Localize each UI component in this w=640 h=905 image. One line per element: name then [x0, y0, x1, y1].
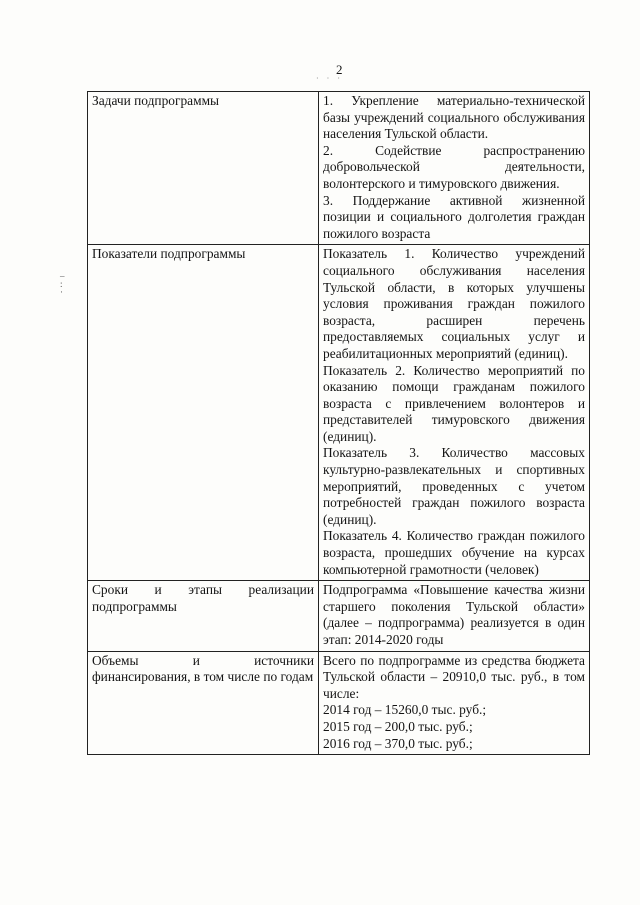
margin-scan-mark: – : · [60, 271, 65, 297]
task-3: 3. Поддержание активной жизненной позиции и социального долголетия граждан пожилого возраста [323, 192, 585, 241]
table-row-indicators [88, 245, 590, 581]
row-value [319, 581, 590, 651]
task-1: 1. Укрепление материально-технической базы учреждений социального обслуживания населения Тульской области. [323, 93, 585, 142]
row-value [319, 245, 590, 581]
row-label: Показатели подпрограммы [88, 245, 319, 581]
scan-specks: · · · [316, 74, 343, 83]
row-value [319, 92, 590, 245]
funding-total: Всего по подпрограмме из средства бюджета Тульской области – 20910,0 тыс. руб., в том числе: [323, 652, 585, 701]
table-row-terms [88, 581, 590, 651]
table-row-tasks [88, 92, 590, 245]
table-row-funding [88, 651, 590, 755]
row-label: Сроки и этапы реализации подпрограммы [88, 581, 319, 651]
task-2: 2. Содействие распространению добровольческой деятельности, волонтерского и тимуровского движения. [323, 142, 585, 191]
indicator-1: Показатель 1. Количество учреждений социального обслуживания населения Тульской области, в которых улучшены условия проживания граждан пожилого возраста, расширен перечень предоставляемых социальных услуг и реабилитационных мероприятий (единиц). [323, 246, 585, 361]
terms-text: Подпрограмма «Повышение качества жизни старшего поколения Тульской области» (далее – подпрограмма) реализуется в один этап: 2014-2020 годы [323, 582, 585, 647]
page-number: 2 [336, 62, 343, 77]
indicator-4: Показатель 4. Количество граждан пожилого возраста, прошедших обучение на курсах компьютерной грамотности (человек) [323, 528, 585, 577]
indicator-2: Показатель 2. Количество мероприятий по оказанию помощи гражданам пожилого возраста с привлечением волонтеров и представителей тимуровского движения (единиц). [323, 362, 585, 444]
indicator-3: Показатель 3. Количество массовых культурно-развлекательных и спортивных мероприятий, проведенных с учетом потребностей граждан пожилого возраста (единиц). [323, 445, 585, 527]
row-label: Задачи подпрограммы [88, 92, 319, 245]
row-label: Объемы и источники финансирования, в том числе по годам [88, 651, 319, 755]
subprogram-passport-table [87, 91, 590, 755]
row-value [319, 651, 590, 755]
funding-2014: 2014 год – 15260,0 тыс. руб.; [323, 702, 487, 718]
funding-2015: 2015 год – 200,0 тыс. руб.; [323, 718, 473, 734]
funding-2016: 2016 год – 370,0 тыс. руб.; [323, 735, 473, 751]
